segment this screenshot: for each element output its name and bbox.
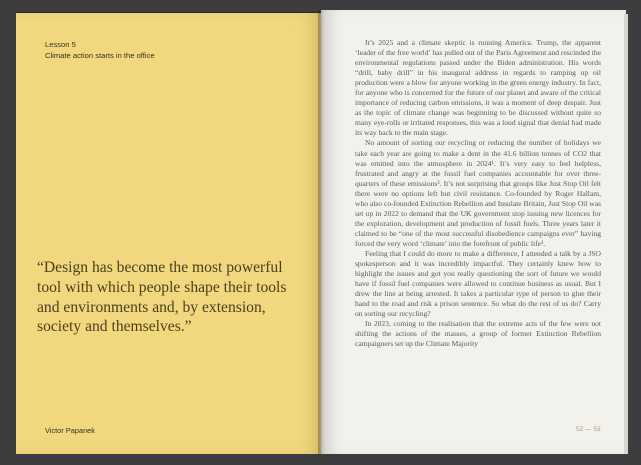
lesson-heading (45, 39, 155, 61)
paragraph: In 2023, coming to the realisation that the extreme acts of the few were not shifting the actions of the masses, a group of former Extinction Rebellion campaigners set up the Climate Majority (355, 319, 601, 349)
lesson-title: Climate action starts in the office (45, 51, 155, 60)
paragraph: No amount of sorting our recycling or reducing the number of holidays we take each year are going to make a dent in the 41.6 billion tonnes of CO2 that was emitted into the atmosphere in 2024¹. It’s very easy to feel helpless, frustrated and angry at the fossil fuel companies accountable for over three-quarters of these emissions². It’s not surprising that groups like Just Stop Oil felt there were no options left but civil resistance. Co-founded by Roger Hallam, who also co-founded Extinction Rebellion and Insulate Britain, Just Stop Oil was set up in 2022 to demand that the UK government stop issuing new licences for the exploration, development and production of fossil fuels. Three years later it claimed to be “one of the most successful disobedience campaigns ever” having forced the very word ‘climate’ into the forefront of public life³. (355, 138, 601, 248)
lesson-label: Lesson 5 (45, 40, 76, 49)
page-numbers: 52 — 53 (576, 426, 601, 433)
quote-attribution: Victor Papanek (45, 426, 95, 435)
paragraph: Feeling that I could do more to make a difference, I attended a talk by a JSO spokesperson and it was incredibly impactful. They certainly knew how to highlight the issues and got you really questioning the sort of future we would have if fossil fuel companies were allowed to continue business as usual. But I drew the line at being arrested. It takes a particular type of person to glue their hand to the road and risk a prison sentence. So what do the rest of us do? Carry on sorting our recycling? (355, 248, 601, 319)
book-gutter (318, 10, 324, 454)
left-page (16, 13, 321, 454)
paragraph: It’s 2025 and a climate skeptic is running America. Trump, the apparent ‘leader of the free world’ has pulled out of the Paris Agreement and rescinded the environmental regulations passed under the Biden administration. His words “drill, baby drill” in his inaugural address in regards to ramping up oil production were a blow for anyone working in the green energy industry. In fact, for anyone who is concerned for the future of our planet and aware of the critical importance of reducing carbon emissions, it was a moment of deep despair. Just as the topic of climate change was beginning to be discussed without quite so many eye-rolls or irritated responses, this was a loud signal that denial had made its way back to the main stage. (355, 38, 601, 138)
pull-quote: “Design has become the most powerful tool with which people shape their tools and environments and, by extension, society and themselves.” (37, 259, 287, 336)
body-text (355, 38, 601, 349)
page-edge (624, 14, 628, 454)
